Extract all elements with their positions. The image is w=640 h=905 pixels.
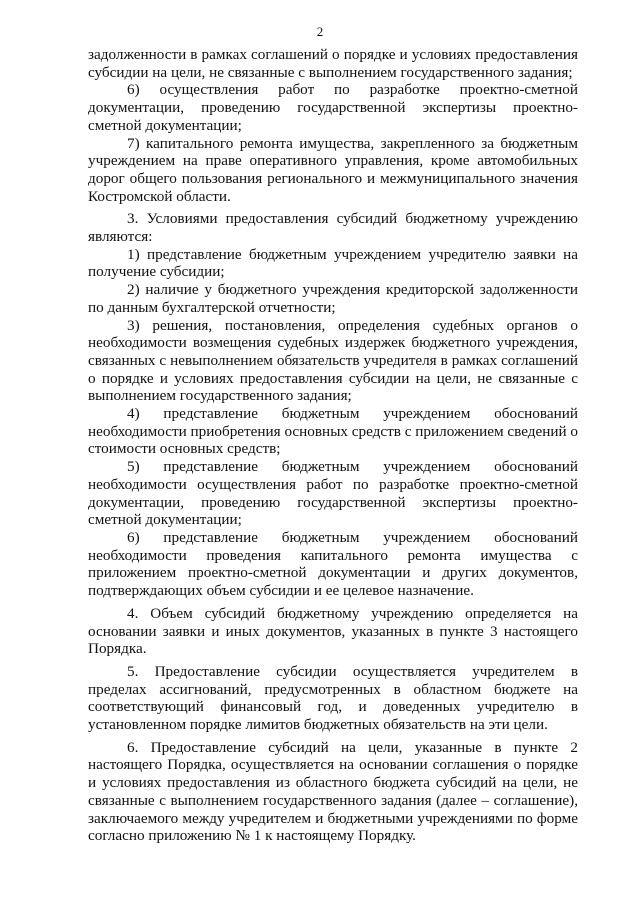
paragraph-condition-4: 4) представление бюджетным учреждением обоснований необходимости приобретения основных средств с приложением сведений о стоимости основных средств; bbox=[88, 405, 578, 458]
paragraph-section-3: 3. Условиями предоставления субсидий бюджетному учреждению являются: bbox=[88, 210, 578, 246]
paragraph-item-6-works: 6) осуществления работ по разработке проектно-сметной документации, проведению государственной экспертизы проектно-сметной документации; bbox=[88, 81, 578, 134]
paragraph-condition-3: 3) решения, постановления, определения судебных органов о необходимости возмещения судебных издержек бюджетного учреждения, связанных с невыполнением обязательств учредителя в рамках соглашений о порядке и условиях предоставления субсидии на цели, не связанные с выполнением государственного задания; bbox=[88, 316, 578, 405]
paragraph-section-5: 5. Предоставление субсидии осуществляется учредителем в пределах ассигнований, предусмотренных в областном бюджете на соответствующий финансовый год, и доведенных учредителю в установленном порядке лимитов бюджетных обязательств на эти цели. bbox=[88, 662, 578, 734]
paragraph-condition-1: 1) представление бюджетным учреждением учредителю заявки на получение субсидии; bbox=[88, 245, 578, 281]
paragraph-condition-5: 5) представление бюджетным учреждением обоснований необходимости осуществления работ по разработке проектно-сметной документации, проведению государственной экспертизы проектно-сметной документации; bbox=[88, 458, 578, 529]
paragraph-section-6: 6. Предоставление субсидий на цели, указанные в пункте 2 настоящего Порядка, осуществляется на основании соглашения о порядке и условиях предоставления из областного бюджета субсидий на цели, не связанные с выполнением государственного задания (далее – соглашение), заключаемого между учредителем и бюджетными учреждениями по форме согласно приложению № 1 к настоящему Порядку. bbox=[88, 738, 578, 845]
paragraph-continuation: задолженности в рамках соглашений о порядке и условиях предоставления субсидии на цели, не связанные с выполнением государственного задания; bbox=[88, 46, 578, 81]
paragraph-section-4: 4. Объем субсидий бюджетному учреждению определяется на основании заявки и иных документов, указанных в пункте 3 настоящего Порядка. bbox=[88, 604, 578, 658]
page-number: 2 bbox=[316, 24, 324, 39]
paragraph-item-7-repair: 7) капитального ремонта имущества, закрепленного за бюджетным учреждением на праве оперативного управления, кроме автомобильных дорог общего пользования регионального и межмуниципального значения Костромской области. bbox=[88, 134, 578, 205]
paragraph-condition-2: 2) наличие у бюджетного учреждения кредиторской задолженности по данным бухгалтерской отчетности; bbox=[88, 281, 578, 316]
document-body bbox=[88, 46, 578, 845]
paragraph-condition-6: 6) представление бюджетным учреждением обоснований необходимости проведения капитального ремонта имущества с приложением проектно-сметной документации и других документов, подтверждающих объем субсидии и ее целевое назначение. bbox=[88, 528, 578, 600]
